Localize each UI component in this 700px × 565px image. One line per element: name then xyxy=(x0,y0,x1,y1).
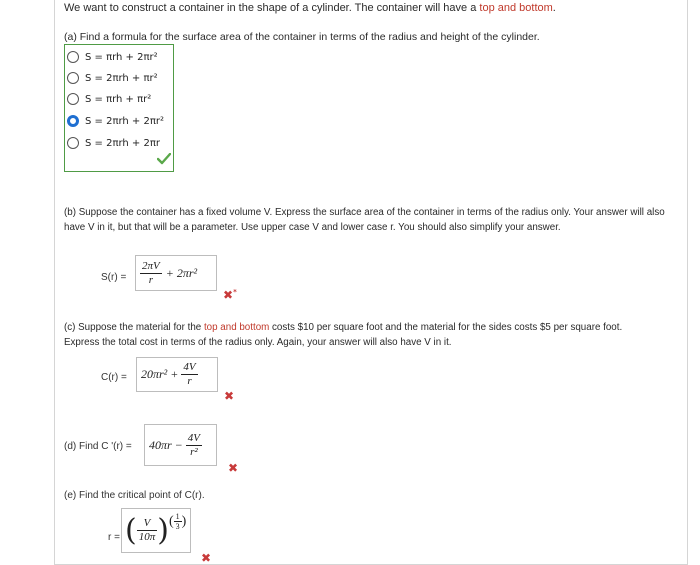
intro-text xyxy=(64,2,556,14)
choice-label: S = 2πrh + 2πr xyxy=(85,137,160,149)
choice-3[interactable] xyxy=(67,89,151,109)
part-d-answer-box[interactable] xyxy=(144,424,217,466)
part-e-label: r = xyxy=(108,532,120,543)
radio-button[interactable] xyxy=(67,137,79,149)
part-d-denominator: r² xyxy=(190,445,198,458)
correct-check-icon xyxy=(157,153,171,165)
part-c-highlight: top and bottom xyxy=(203,322,270,333)
part-c-answer-box[interactable] xyxy=(136,357,218,392)
exp-denominator: 3 xyxy=(175,522,180,531)
radio-button[interactable] xyxy=(67,51,79,63)
choice-5[interactable] xyxy=(67,133,160,153)
radio-button[interactable] xyxy=(67,93,79,105)
part-b-answer-box[interactable] xyxy=(135,255,217,291)
part-c-denominator: r xyxy=(187,375,192,387)
part-c-head: 20πr² + xyxy=(141,367,179,381)
exp-left-paren: ( xyxy=(168,513,174,529)
exp-right-paren: ) xyxy=(181,513,187,529)
incorrect-x-icon: ✖ xyxy=(224,389,235,403)
left-paren: ( xyxy=(125,512,137,548)
part-b-fraction xyxy=(140,260,162,287)
part-e-denominator: 10π xyxy=(138,531,156,543)
part-a-question: (a) Find a formula for the surface area of the container in terms of the radius and height of the cylinder. xyxy=(64,31,540,43)
part-c-fraction xyxy=(181,361,197,388)
part-d-numerator: 4V xyxy=(187,431,201,444)
part-c-line2: Express the total cost in terms of the radius only. Again, your answer will also have V in it. xyxy=(64,336,452,348)
exponent xyxy=(169,512,186,531)
choice-label: S = πrh + πr² xyxy=(85,93,152,105)
choice-label: S = 2πrh + 2πr² xyxy=(85,115,164,127)
part-b-tail: + 2πr² xyxy=(165,265,198,280)
part-c-question xyxy=(64,321,676,350)
incorrect-x-icon: ✖ xyxy=(201,551,212,565)
part-b-question: (b) Suppose the container has a fixed volume V. Express the surface area of the container in terms of the radius only. Your answer will also have V in it, but that will be a parameter. Use upper case V and lower case r. You should also simplify your answer. xyxy=(64,207,665,233)
part-c-numerator: 4V xyxy=(183,361,196,373)
part-d-fraction xyxy=(186,432,202,459)
radio-button[interactable] xyxy=(67,72,79,84)
part-c-label: C(r) = xyxy=(101,372,127,383)
choice-label: S = 2πrh + πr² xyxy=(85,72,158,84)
intro-highlight: top and bottom xyxy=(479,2,553,14)
radio-button-selected[interactable] xyxy=(67,115,79,127)
part-e-numerator: V xyxy=(137,517,158,531)
exp-numerator: 1 xyxy=(175,512,180,521)
incorrect-x-icon: ✖ xyxy=(228,461,239,475)
choice-label: S = πrh + 2πr² xyxy=(85,51,158,63)
choice-1[interactable] xyxy=(67,47,158,67)
incorrect-x-icon: ✖* xyxy=(223,288,237,302)
intro-prefix: We want to construct a container in the shape of a cylinder. The container will have a xyxy=(64,2,480,14)
part-c-prefix: (c) Suppose the material for the xyxy=(64,322,204,333)
choice-4[interactable] xyxy=(67,111,164,131)
right-paren: ) xyxy=(157,512,169,548)
part-e-question: (e) Find the critical point of C(r). xyxy=(64,490,205,501)
part-c-mid: costs $10 per square foot and the material for the sides costs $5 per square foot. xyxy=(269,322,623,333)
part-d-head: 40πr − xyxy=(149,437,183,452)
part-e-answer-box[interactable] xyxy=(121,508,191,553)
part-b-label: S(r) = xyxy=(101,272,127,283)
intro-suffix: . xyxy=(552,2,556,14)
part-d-label: (d) Find C '(r) = xyxy=(64,441,132,452)
part-b-numerator: 2πV xyxy=(142,259,160,272)
choice-2[interactable] xyxy=(67,68,158,88)
part-b-denominator: r xyxy=(148,273,153,286)
part-a-choices xyxy=(64,44,174,172)
exponent-fraction xyxy=(174,512,182,531)
part-e-fraction xyxy=(137,517,158,544)
